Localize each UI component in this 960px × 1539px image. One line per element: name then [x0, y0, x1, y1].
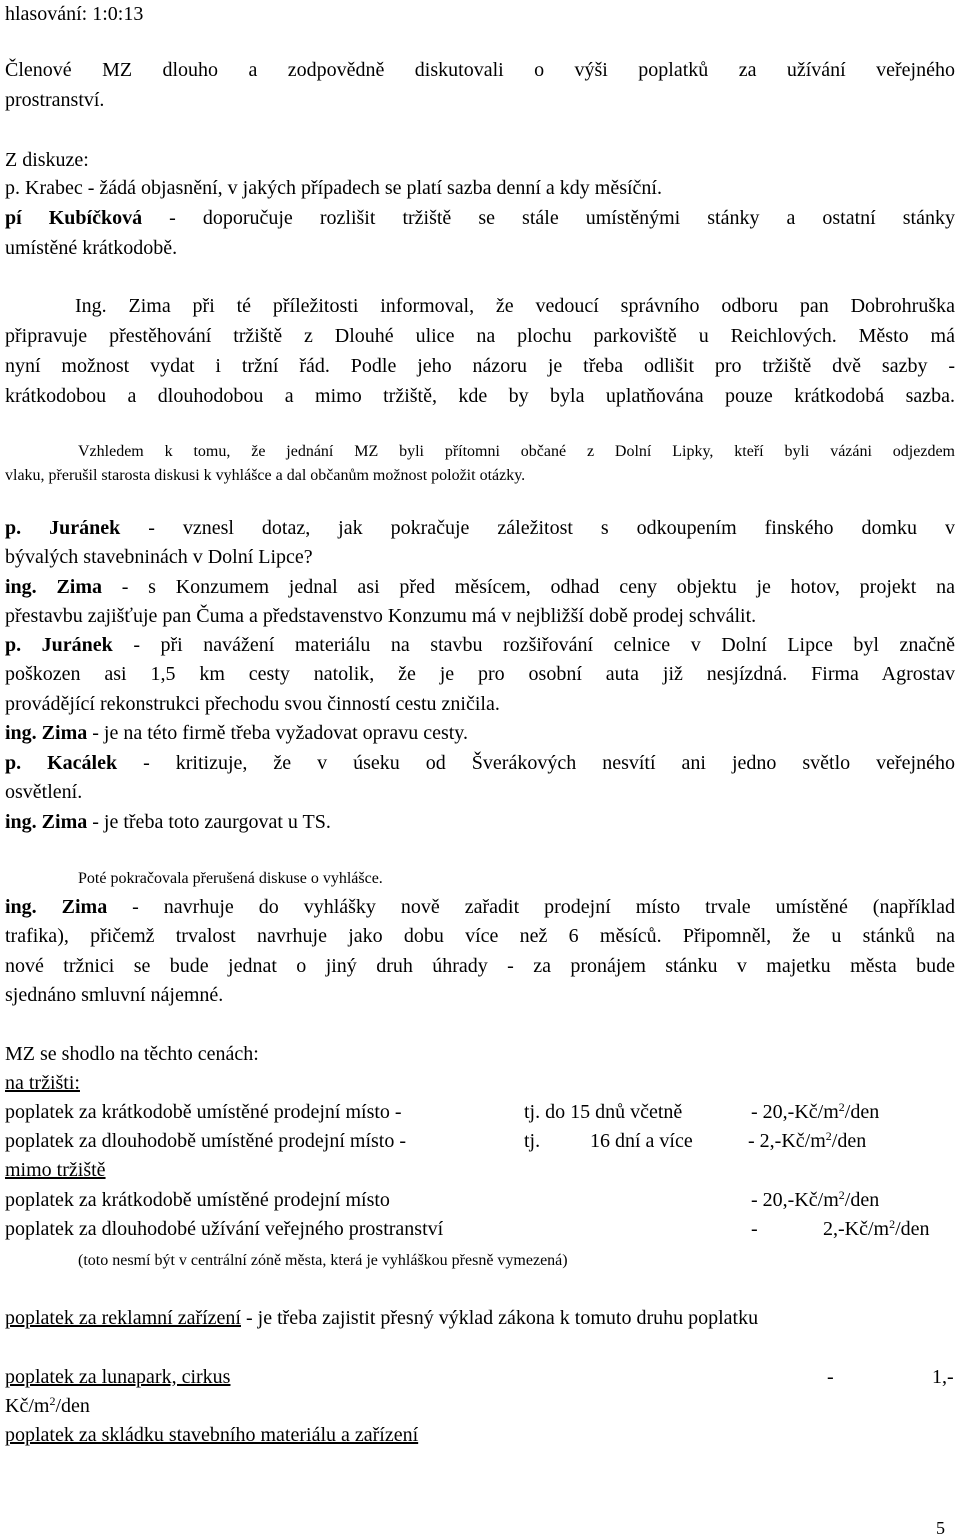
speaker-line — [5, 633, 955, 657]
speaker-text: - je třeba toto zaurgovat u TS. — [87, 811, 331, 833]
speaker-text: - je na této firmě třeba vyžadovat opravu cesty. — [87, 722, 469, 744]
speaker-text-line: nové tržnici se bude jednat o jiný druh úhrady - za pronájem stánku v majetku města bude — [5, 955, 955, 977]
speaker-line — [5, 575, 955, 599]
speaker-text-line: přestavbu zajišťuje pan Čuma a představenstvo Konzumu má v nejbližší době prodej schválit. — [5, 605, 757, 627]
speaker-text-line: umístěné krátkodobě. — [5, 237, 178, 259]
speaker-text-line: sjednáno smluvní nájemné. — [5, 984, 224, 1006]
speaker-line — [5, 895, 955, 919]
paragraph-line: Vzhledem k tomu, že jednání MZ byli přítomni občané z Dolní Lipky, kteří byli vázáni odjezdem — [78, 443, 955, 460]
speaker-text-line: bývalých stavebninách v Dolní Lipce? — [5, 546, 313, 568]
fee-row: poplatek za dlouhodobé užívání veřejného prostranství - $2,-Kč/m^2$/den — [5, 1217, 930, 1240]
fee-row: poplatek za dlouhodobě umístěné prodejní místo - tj. 16 dní a více - $2,-Kč/m^2$/den — [5, 1129, 867, 1152]
speaker-line — [5, 206, 955, 230]
speaker-name: ing. Zima — [5, 896, 108, 918]
speaker-text: - s Konzumem jednal asi před měsícem, odhad ceny objektu je hotov, projekt na — [102, 576, 955, 598]
prices-title: MZ se shodlo na těchto cenách: — [5, 1043, 259, 1065]
fee-row: poplatek za lunapark, cirkus - 1,- — [5, 1366, 954, 1388]
speaker-text: - doporučuje rozlišit tržiště se stále umístěnými stánky a ostatní stánky — [142, 207, 955, 229]
paragraph-line: vlaku, přerušil starosta diskusi k vyhlášce a dal občanům možnost položit otázky. — [5, 467, 526, 484]
fee-row: poplatek za krátkodobě umístěné prodejní místo - $20,-Kč/m^2$/den — [5, 1188, 880, 1211]
speaker-text: - žádá objasnění, v jakých případech se platí sazba denní a kdy měsíční. — [82, 177, 662, 199]
speaker-line — [5, 721, 468, 745]
speaker-text: - při navážení materiálu na stavbu rozšiřování celnice v Dolní Lipce byl značně — [112, 634, 955, 656]
speaker-line — [5, 176, 662, 200]
fee-row: poplatek za krátkodobě umístěné prodejní místo - tj. do 15 dnů včetně - $20,-Kč/m^2$/den — [5, 1100, 880, 1123]
speaker-name: p. Kacálek — [5, 752, 118, 774]
speaker-name: ing. Zima — [5, 811, 88, 833]
speaker-name: pí Kubíčková — [5, 207, 143, 229]
speaker-name: p. Juránek — [5, 517, 121, 539]
speaker-name: p. Krabec — [5, 177, 83, 199]
paragraph-line: připravuje přestěhování tržiště z Dlouhé ulice na plochu parkoviště u Reichlových. Město má — [5, 325, 955, 347]
paragraph-line: nyní možnost vydat i tržní řád. Podle jeho názoru je třeba odlišit pro tržiště dvě sazby - — [5, 355, 955, 377]
vote-result: hlasování: 1:0:13 — [5, 3, 144, 25]
paragraph-line: krátkodobou a dlouhodobou a mimo tržiště, kde by byla uplatňována pouze krátkodobá sazba. — [5, 385, 955, 407]
speaker-text: - kritizuje, že v úseku od Šverákových nesvítí ani jedno světlo veřejného — [117, 752, 955, 774]
speaker-name: ing. Zima — [5, 722, 88, 744]
fee-row-continuation: $Kč/m^2$/den — [5, 1394, 90, 1417]
speaker-text: - vznesl dotaz, jak pokračuje záležitost s odkoupením finského domku v — [120, 517, 955, 539]
paragraph-line: prostranství. — [5, 89, 105, 111]
speaker-line — [5, 516, 955, 540]
paragraph-line: Členové MZ dlouho a zodpovědně diskutovali o výši poplatků za užívání veřejného — [5, 59, 955, 81]
speaker-line — [5, 810, 331, 834]
fee-line: poplatek za skládku stavebního materiálu a zařízení — [5, 1424, 419, 1446]
speaker-name: ing. Zima — [5, 576, 102, 598]
speaker-text-line: provádějící rekonstrukci přechodu svou činností cestu zničila. — [5, 693, 500, 715]
speaker-text: - navrhuje do vyhlášky nově zařadit prodejní místo trvale umístěné (například — [107, 896, 955, 918]
fee-line: poplatek za reklamní zařízení - je třeba zajistit přesný výklad zákona k tomuto druhu poplatku — [5, 1307, 759, 1329]
paragraph-line: Ing. Zima při té příležitosti informoval, že vedoucí správního odboru pan Dobrohruška — [75, 295, 955, 317]
speaker-line — [5, 751, 955, 775]
speaker-name: p. Juránek — [5, 634, 113, 656]
discussion-title: Z diskuze: — [5, 149, 89, 171]
paragraph-line: Poté pokračovala přerušená diskuse o vyhlášce. — [78, 870, 383, 887]
section-label: mimo tržiště — [5, 1159, 106, 1181]
speaker-text-line: poškozen asi 1,5 km cesty natolik, že je pro osobní auta již nesjízdná. Firma Agrostav — [5, 663, 955, 685]
note: (toto nesmí být v centrální zóně města, která je vyhláškou přesně vymezená) — [78, 1252, 568, 1269]
speaker-text-line: osvětlení. — [5, 781, 83, 803]
page-number: 5 — [936, 1518, 945, 1538]
section-label: na tržišti: — [5, 1072, 80, 1094]
speaker-text-line: trafika), přičemž trvalost navrhuje jako dobu více než 6 měsíců. Připomněl, že u stánků na — [5, 925, 955, 947]
